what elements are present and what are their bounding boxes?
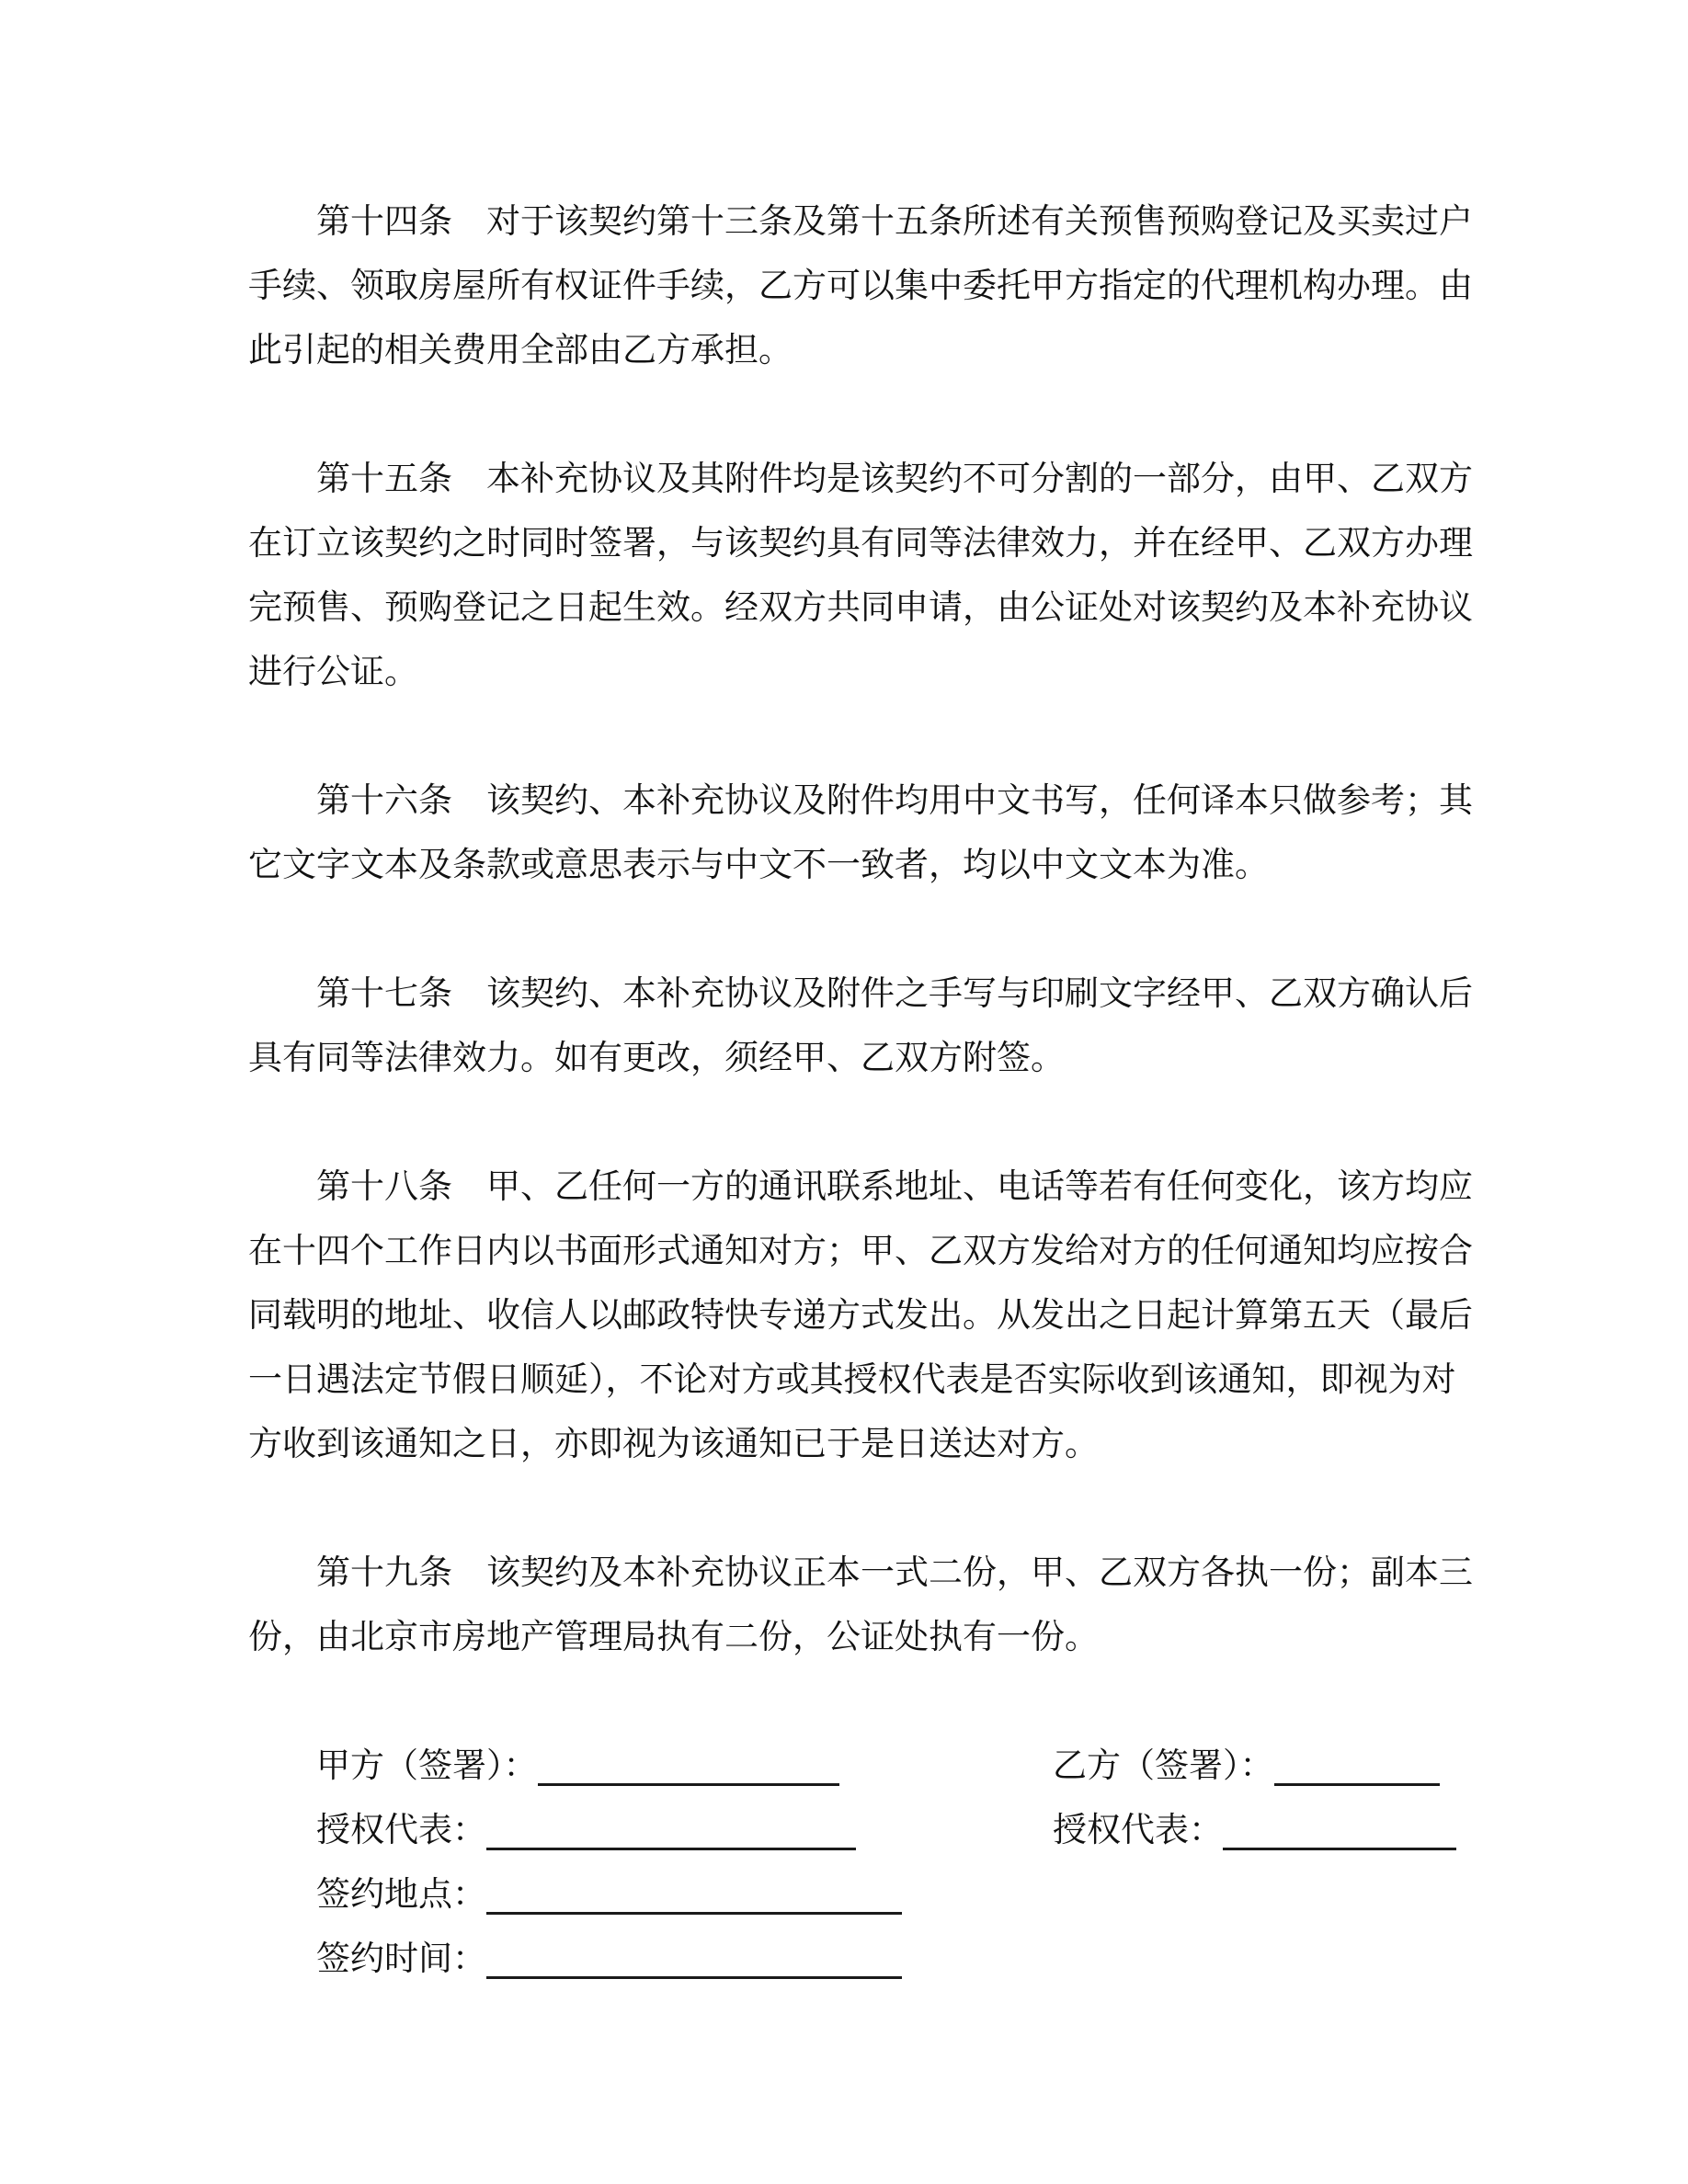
sign-place-group	[316, 1863, 902, 1928]
article-line: 第十七条 该契约、本补充协议及附件之手写与印刷文字经甲、乙双方确认后	[316, 975, 1473, 1013]
signature-row-date	[248, 1928, 1473, 1992]
article-line: 进行公证。	[248, 654, 418, 691]
article-line: 第十六条 该契约、本补充协议及附件均用中文书写，任何译本只做参考；其	[316, 782, 1473, 820]
article-line: 它文字文本及条款或意思表示与中文不一致者，均以中文文本为准。	[248, 847, 1269, 884]
article-18	[248, 1155, 1473, 1477]
article-17	[248, 962, 1473, 1091]
party-b-sign-label: 乙方（签署）：	[1053, 1747, 1274, 1785]
signature-row-parties	[248, 1735, 1473, 1799]
article-line: 手续、领取房屋所有权证件手续，乙方可以集中委托甲方指定的代理机构办理。由	[248, 267, 1473, 305]
article-line: 第十九条 该契约及本补充协议正本一式二份，甲、乙双方各执一份；副本三	[316, 1554, 1473, 1592]
article-line: 在十四个工作日内以书面形式通知对方；甲、乙双方发给对方的任何通知均应按合	[248, 1233, 1473, 1270]
article-line: 完预售、预购登记之日起生效。经双方共同申请，由公证处对该契约及本补充协议	[248, 589, 1473, 627]
party-a-sign-label: 甲方（签署）：	[316, 1747, 538, 1785]
document-body	[248, 190, 1473, 1992]
sign-date-label: 签约时间：	[316, 1940, 486, 1978]
rep-a-label: 授权代表：	[316, 1812, 486, 1849]
sign-place-line	[486, 1884, 902, 1915]
article-line: 份，由北京市房地产管理局执有二份，公证处执有一份。	[248, 1619, 1099, 1656]
rep-b-label: 授权代表：	[1053, 1812, 1223, 1849]
signature-row-representatives	[248, 1799, 1473, 1863]
article-14	[248, 190, 1473, 383]
signature-block	[248, 1735, 1473, 1992]
article-15	[248, 448, 1473, 705]
article-line: 在订立该契约之时同时签署，与该契约具有同等法律效力，并在经甲、乙双方办理	[248, 525, 1473, 563]
article-line: 第十八条 甲、乙任何一方的通讯联系地址、电话等若有任何变化，该方均应	[316, 1168, 1473, 1206]
article-line: 第十四条 对于该契约第十三条及第十五条所述有关预售预购登记及买卖过户	[316, 203, 1473, 241]
rep-b-group	[1053, 1799, 1456, 1863]
sign-date-line	[486, 1949, 902, 1979]
sign-date-group	[316, 1928, 902, 1992]
sign-place-label: 签约地点：	[316, 1876, 486, 1914]
article-line: 同载明的地址、收信人以邮政特快专递方式发出。从发出之日起计算第五天（最后	[248, 1297, 1473, 1335]
article-line: 具有同等法律效力。如有更改，须经甲、乙双方附签。	[248, 1040, 1065, 1077]
party-a-sign-group	[316, 1735, 839, 1799]
rep-b-signature-line	[1223, 1820, 1456, 1850]
article-16	[248, 769, 1473, 898]
article-19	[248, 1541, 1473, 1670]
rep-a-signature-line	[486, 1820, 856, 1850]
article-line: 一日遇法定节假日顺延），不论对方或其授权代表是否实际收到该通知，即视为对	[248, 1361, 1456, 1399]
article-line: 方收到该通知之日，亦即视为该通知已于是日送达对方。	[248, 1426, 1099, 1463]
party-a-signature-line	[538, 1756, 839, 1786]
article-line: 第十五条 本补充协议及其附件均是该契约不可分割的一部分，由甲、乙双方	[316, 461, 1473, 498]
party-b-signature-line	[1274, 1756, 1440, 1786]
signature-row-place	[248, 1863, 1473, 1928]
rep-a-group	[316, 1799, 856, 1863]
article-line: 此引起的相关费用全部由乙方承担。	[248, 332, 793, 370]
party-b-sign-group	[1053, 1735, 1440, 1799]
